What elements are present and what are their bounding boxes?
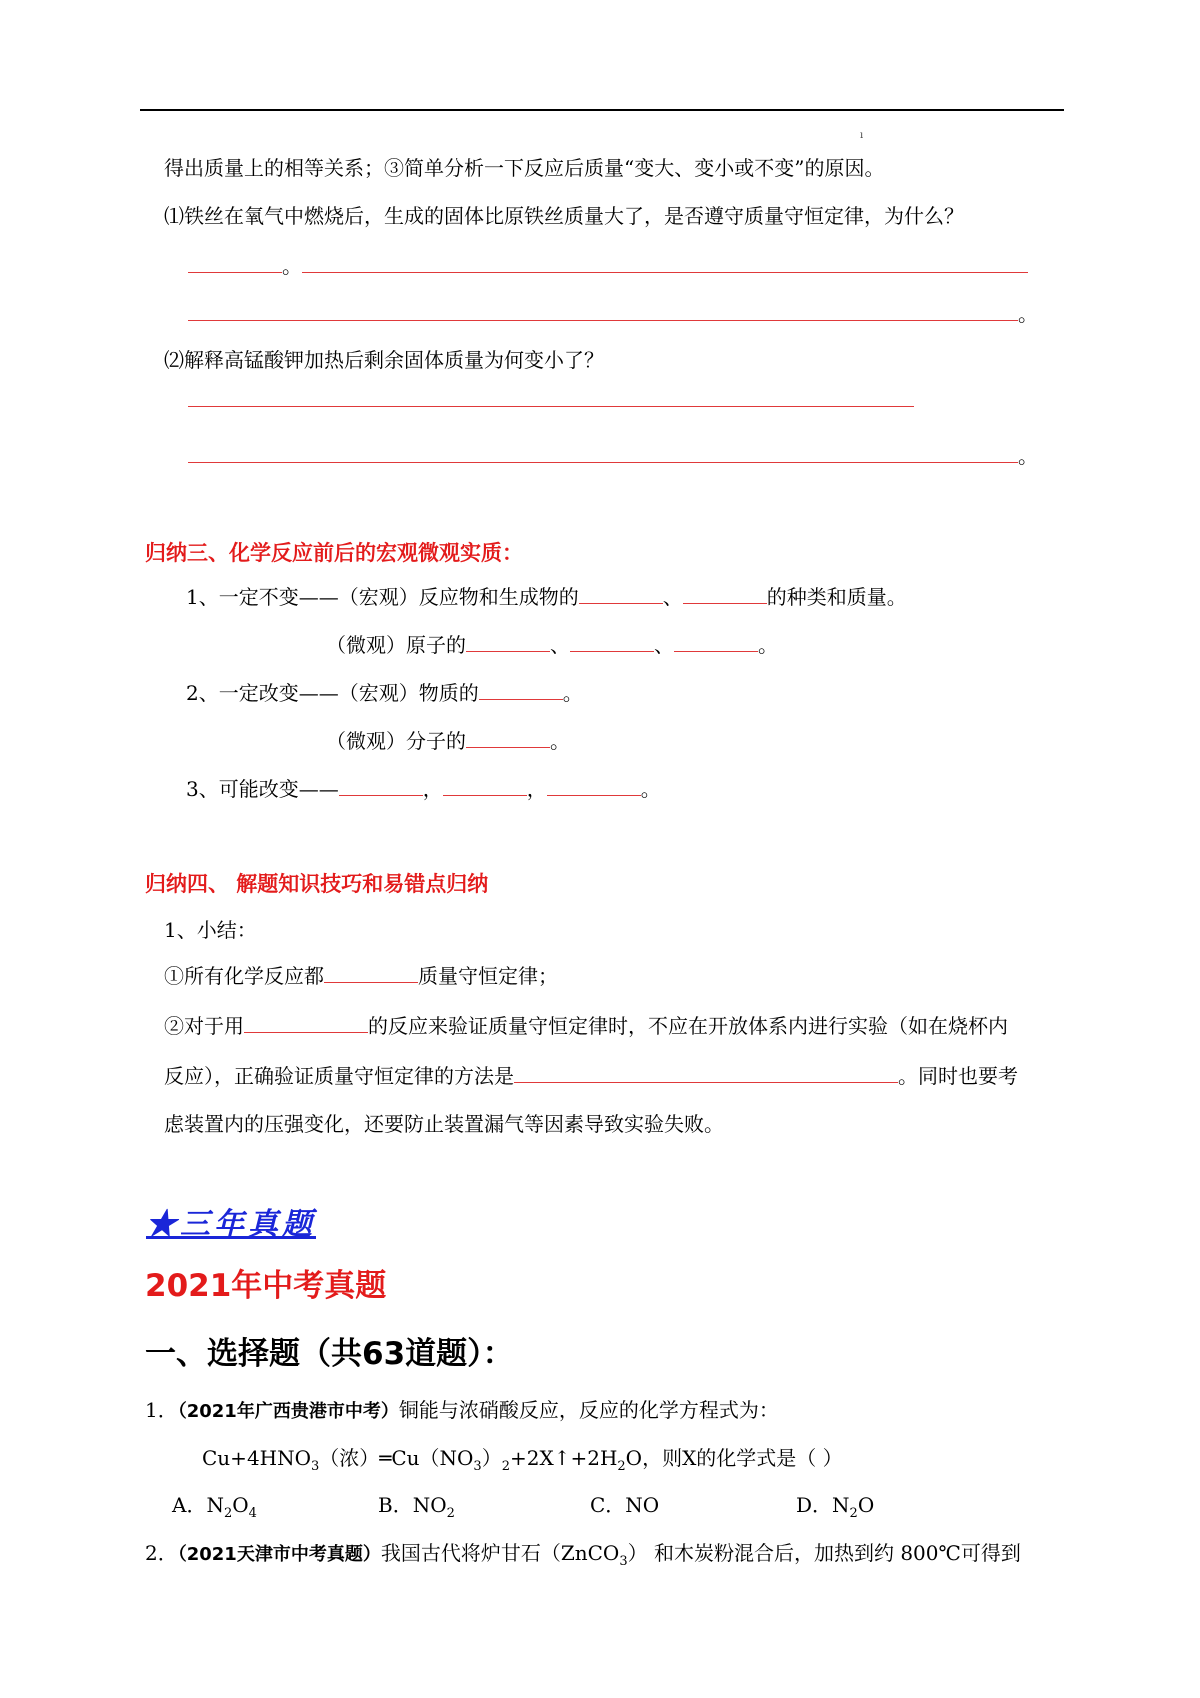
intro-line: 得出质量上的相等关系；③简单分析一下反应后质量“变大、变小或不变”的原因。 — [164, 156, 885, 180]
answer-underline[interactable] — [188, 462, 1018, 463]
blank[interactable] — [547, 775, 641, 796]
answer-underline[interactable] — [188, 406, 914, 407]
period: 。 — [1018, 302, 1038, 326]
section3-line-2: （微观）原子的 、 、 。 — [326, 633, 778, 657]
option-c[interactable]: C．NO — [590, 1493, 660, 1517]
answer-line-1: 。 — [188, 252, 302, 280]
blank[interactable] — [443, 775, 527, 796]
blank[interactable] — [466, 631, 550, 652]
exam-question-1: 1．（2021年广西贵港市中考）铜能与浓硝酸反应，反应的化学方程式为： — [145, 1398, 779, 1422]
blank[interactable] — [579, 583, 663, 604]
year-title: 2021年中考真题 — [145, 1268, 387, 1304]
blank[interactable] — [674, 631, 758, 652]
blank[interactable] — [339, 775, 423, 796]
section3-heading: 归纳三、化学反应前后的宏观微观实质： — [145, 541, 523, 565]
option-b[interactable]: B．$NO_2$ — [378, 1493, 455, 1521]
summary-point-1: ①所有化学反应都 质量守恒定律； — [164, 964, 558, 988]
chemical-equation: $Cu+4HNO_3$（浓）$═Cu(NO_3)_2+2X↑+2H_2O$，则X的化学式是（ ） — [202, 1446, 843, 1474]
summary-point-3: 反应），正确验证质量守恒定律的方法是 。同时也要考 — [164, 1064, 1018, 1088]
answer-underline[interactable] — [302, 272, 1028, 273]
section3-line-3: 2、一定改变——（宏观）物质的 。 — [186, 681, 583, 705]
answer-underline[interactable] — [188, 320, 1018, 321]
section3-line-5: 3、可能改变—— ， ， 。 — [186, 777, 661, 801]
blank[interactable] — [466, 727, 550, 748]
section4-heading: 归纳四、 解题知识技巧和易错点归纳 — [145, 872, 489, 896]
header-rule — [140, 109, 1064, 111]
question-1: ⑴铁丝在氧气中燃烧后，生成的固体比原铁丝质量大了，是否遵守质量守恒定律，为什么？ — [164, 204, 964, 228]
summary-label: 1、小结： — [164, 918, 257, 942]
blank[interactable] — [479, 679, 563, 700]
blank[interactable] — [324, 962, 418, 983]
margin-mark: ı — [860, 130, 864, 141]
blank[interactable] — [244, 1012, 368, 1033]
blank[interactable] — [570, 631, 654, 652]
option-d[interactable]: D．$N_2O$ — [796, 1493, 875, 1521]
blank[interactable] — [514, 1062, 898, 1083]
period: 。 — [1018, 444, 1038, 468]
section3-line-4: （微观）分子的 。 — [326, 729, 570, 753]
summary-point-2: ②对于用 的反应来验证质量守恒定律时，不应在开放体系内进行实验（如在烧杯内 — [164, 1014, 1008, 1038]
blank[interactable] — [188, 252, 282, 273]
section3-line-1: 1、一定不变——（宏观）反应物和生成物的 、 的种类和质量。 — [186, 585, 907, 609]
choice-section-title: 一、选择题（共63道题）： — [145, 1336, 514, 1372]
three-year-exam-title: ★三年真题 — [146, 1207, 316, 1242]
option-a[interactable]: A．$N_2O_4$ — [172, 1493, 257, 1521]
summary-point-4: 虑装置内的压强变化，还要防止装置漏气等因素导致实验失败。 — [164, 1112, 724, 1136]
exam-question-2: 2．（2021天津市中考真题）我国古代将炉甘石（ZnCO$_3$） 和木炭粉混合后，加热到约 800℃可得到 — [145, 1541, 1021, 1569]
question-2: ⑵解释高锰酸钾加热后剩余固体质量为何变小了？ — [164, 348, 604, 372]
blank[interactable] — [683, 583, 767, 604]
